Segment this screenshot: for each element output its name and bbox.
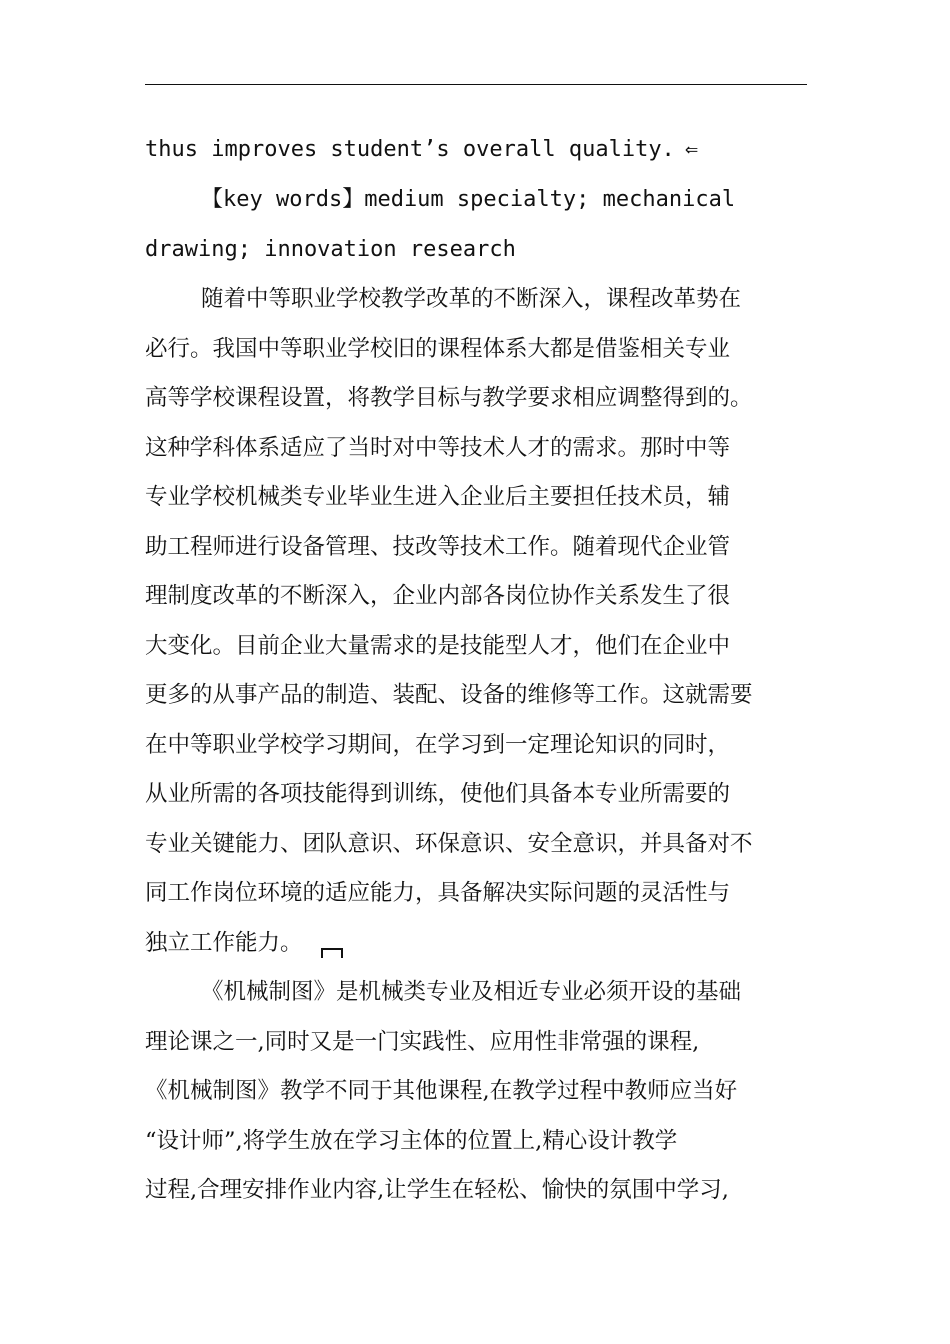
paragraph-line: 《机械制图》是机械类专业及相近专业必须开设的基础: [201, 979, 742, 1005]
abstract-ending: [145, 125, 810, 175]
paragraph-last-line: [145, 919, 810, 969]
paragraph-line: 同工作岗位环境的适应能力，具备解决实际问题的灵活性与: [145, 880, 731, 906]
paragraph-line: 过程,合理安排作业内容,让学生在轻松、愉快的氛围中学习,: [145, 1177, 729, 1203]
paragraph-line: 助工程师进行设备管理、技改等技术工作。随着现代企业管: [145, 533, 731, 560]
reference-mark-icon: [321, 948, 343, 958]
paragraph-line: 从业所需的各项技能得到训练，使他们具备本专业所需要的: [145, 781, 731, 807]
keywords-line-1: 【key words】medium specialty; mechanical: [201, 187, 736, 212]
return-mark-icon: ⇐: [684, 140, 699, 159]
paragraph-line: 更多的从事产品的制造、装配、设备的维修等工作。这就需要: [145, 682, 753, 708]
paragraph-line: “设计师”,将学生放在学习主体的位置上,精心设计教学: [145, 1127, 678, 1154]
paragraph-line: 理论课之一,同时又是一门实践性、应用性非常强的课程,: [145, 1028, 700, 1055]
paragraph-line: 专业关键能力、团队意识、环保意识、安全意识，并具备对不: [145, 830, 753, 857]
paragraph-line: 在中等职业学校学习期间，在学习到一定理论知识的同时，: [145, 731, 731, 758]
paragraph-last-line-text: 独立工作能力。: [145, 929, 303, 956]
paragraph-2: [145, 968, 810, 1216]
paragraph-line: 《机械制图》教学不同于其他课程,在教学过程中教师应当好: [145, 1078, 738, 1104]
keywords-line-2: drawing; innovation research: [145, 237, 516, 262]
paragraph-line: 专业学校机械类专业毕业生进入企业后主要担任技术员，辅: [145, 484, 731, 510]
abstract-ending-text: thus improves student’s overall quality.: [145, 137, 675, 162]
paragraph-line: 随着中等职业学校教学改革的不断深入，课程改革势在: [201, 286, 742, 312]
paragraph-line: 这种学科体系适应了当时对中等技术人才的需求。那时中等: [145, 434, 731, 461]
paragraph-line: 大变化。目前企业大量需求的是技能型人才，他们在企业中: [145, 632, 731, 659]
document-body: [145, 125, 810, 1216]
paragraph-line: 必行。我国中等职业学校旧的课程体系大都是借鉴相关专业: [145, 335, 731, 362]
paragraph-1: [145, 275, 810, 968]
paragraph-line: 理制度改革的不断深入，企业内部各岗位协作关系发生了很: [145, 583, 731, 609]
paragraph-line: 高等学校课程设置，将教学目标与教学要求相应调整得到的。: [145, 385, 753, 411]
header-rule: [145, 84, 807, 85]
